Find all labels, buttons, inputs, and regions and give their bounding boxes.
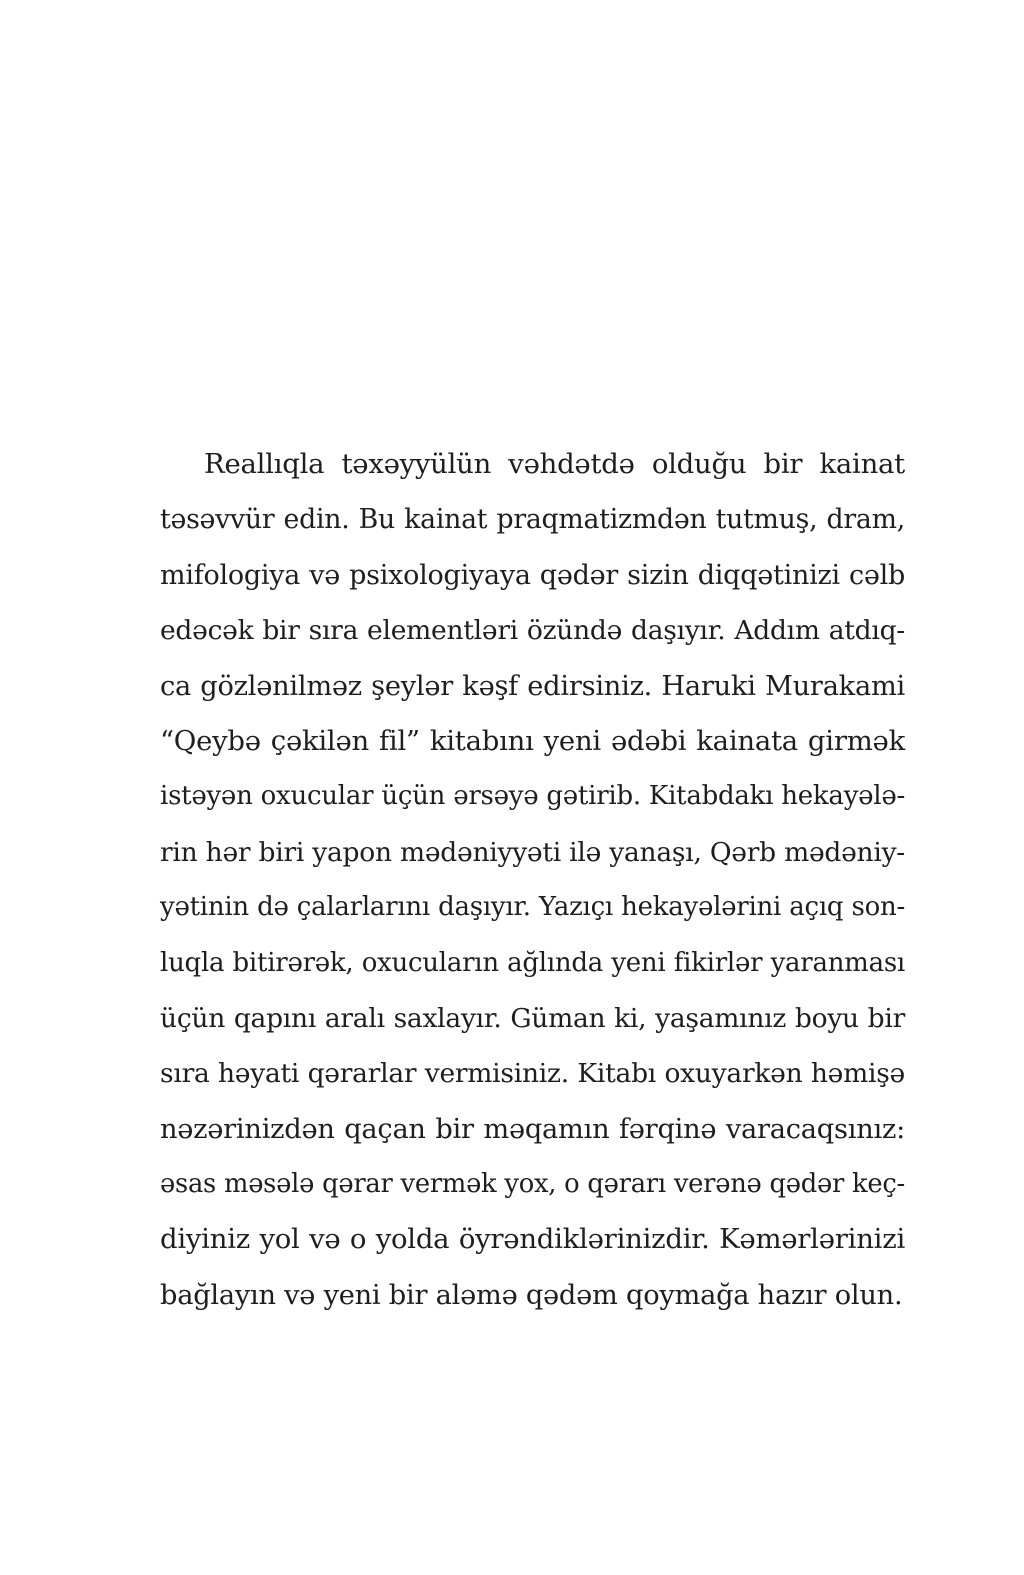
paragraph-line: üçün qapını aralı saxlayır. Güman ki, yaşamınız boyu bir: [160, 1002, 905, 1034]
paragraph-line: Reallıqla təxəyyülün vəhdətdə olduğu bir kainat: [204, 448, 905, 480]
paragraph-line: əsas məsələ qərar vermək yox, o qərarı verənə qədər keç-: [160, 1169, 905, 1200]
paragraph-line: rin hər biri yapon mədəniyyəti ilə yanaşı, Qərb mədəniy-: [160, 836, 905, 868]
paragraph-line: nəzərinizdən qaçan bir məqamın fərqinə varacaqsınız:: [160, 1113, 905, 1145]
paragraph-line: luqla bitirərək, oxucuların ağlında yeni fikirlər yaranması: [160, 947, 905, 978]
paragraph-line-last: bağlayın və yeni bir aləmə qədəm qoymağa hazır olun.: [160, 1279, 903, 1311]
body-paragraph: [160, 437, 905, 1323]
paragraph-line: “Qeybə çəkilən fil” kitabını yeni ədəbi kainata girmək: [160, 724, 905, 757]
paragraph-line: diyiniz yol və o yolda öyrəndiklərinizdir. Kəmərlərinizi: [160, 1223, 905, 1256]
paragraph-line: sıra həyati qərarlar vermisiniz. Kitabı oxuyarkən həmişə: [160, 1058, 905, 1090]
paragraph-line: yətinin də çalarlarını daşıyır. Yazıçı hekayələrini açıq son-: [160, 892, 905, 923]
paragraph-line: edəcək bir sıra elementləri özündə daşıyır. Addım atdıq-: [160, 615, 905, 647]
paragraph-line: mifologiya və psixologiyaya qədər sizin diqqətinizi cəlb: [160, 559, 905, 591]
paragraph-line: təsəvvür edin. Bu kainat praqmatizmdən tutmuş, dram,: [160, 504, 905, 536]
paragraph-line: ca gözlənilməz şeylər kəşf edirsiniz. Haruki Murakami: [160, 670, 905, 702]
paragraph-line: istəyən oxucular üçün ərsəyə gətirib. Kitabdakı hekayələ-: [160, 781, 905, 812]
